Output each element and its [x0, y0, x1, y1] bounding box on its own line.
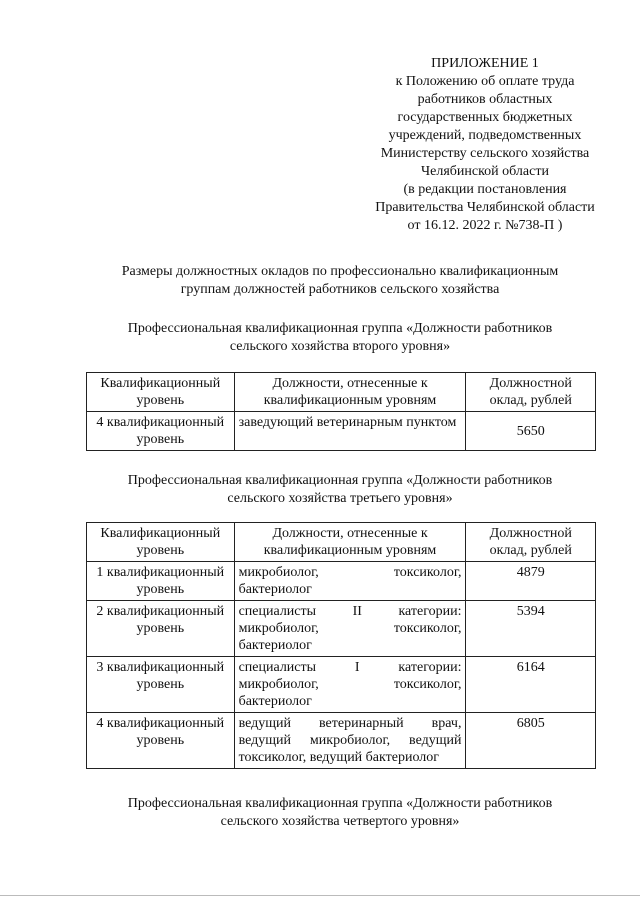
group2-title-line: Профессиональная квалификационная группа «Должности работников [127, 321, 553, 336]
main-title-line: Размеры должностных окладов по профессионально квалификационным [121, 264, 559, 279]
appendix-line: Челябинской области [421, 164, 549, 179]
appendix-title: ПРИЛОЖЕНИЕ 1 [431, 56, 539, 71]
group2-title-line: сельского хозяйства второго уровня» [229, 339, 451, 354]
table-row [87, 657, 596, 713]
group4-title-line: Профессиональная квалификационная группа «Должности работников [127, 796, 553, 811]
appendix-line: (в редакции постановления [403, 182, 567, 197]
group2-title [60, 320, 620, 356]
appendix-line: государственных бюджетных [397, 110, 573, 125]
positions-cell: специалисты II категории: микробиолог, токсиколог, бактериолог [234, 601, 466, 657]
group4-title-line: сельского хозяйства четвертого уровня» [220, 814, 460, 829]
level-cell: 2 квалификационный уровень [87, 601, 235, 657]
salary-cell: 5394 [466, 601, 596, 657]
table-header-row [87, 373, 596, 412]
group3-title-line: сельского хозяйства третьего уровня» [227, 491, 453, 506]
group4-title [60, 795, 620, 831]
table-row [87, 601, 596, 657]
level-cell: 4 квалификационный уровень [87, 713, 235, 769]
appendix-line: работников областных [417, 92, 553, 107]
resolution-number: 738-П [518, 218, 555, 233]
group3-title-line: Профессиональная квалификационная группа «Должности работников [127, 473, 553, 488]
salary-cell: 6805 [466, 713, 596, 769]
header-positions: Должности, отнесенные к квалификационным уровням [234, 373, 466, 412]
appendix-header [355, 55, 615, 235]
table-row [87, 562, 596, 601]
header-salary: Должностной оклад, рублей [466, 523, 596, 562]
header-level: Квалификационный уровень [87, 523, 235, 562]
main-title-line: группам должностей работников сельского хозяйства [180, 282, 500, 297]
date-value: 16.12. [423, 218, 459, 233]
date-prefix: от [407, 218, 421, 233]
date-year: 2022 г. № [462, 218, 519, 233]
header-salary: Должностной оклад, рублей [466, 373, 596, 412]
salary-cell: 4879 [466, 562, 596, 601]
salary-cell: 5650 [466, 412, 596, 451]
positions-cell: заведующий ветеринарным пунктом [234, 412, 466, 451]
table-row [87, 713, 596, 769]
group3-table [86, 522, 596, 769]
level-cell: 3 квалификационный уровень [87, 657, 235, 713]
appendix-line: учреждений, подведомственных [388, 128, 582, 143]
table-row [87, 412, 596, 451]
header-level: Квалификационный уровень [87, 373, 235, 412]
main-title [60, 263, 620, 299]
table-header-row [87, 523, 596, 562]
appendix-line: Правительства Челябинской области [375, 200, 595, 215]
positions-cell: ведущий ветеринарный врач, ведущий микробиолог, ведущий токсиколог, ведущий бактериолог [234, 713, 466, 769]
group3-title [60, 472, 620, 508]
appendix-line: к Положению об оплате труда [395, 74, 575, 89]
positions-cell: специалисты I категории: микробиолог, токсиколог, бактериолог [234, 657, 466, 713]
date-suffix: ) [557, 218, 563, 233]
positions-cell: микробиолог, токсиколог, бактериолог [234, 562, 466, 601]
salary-cell: 6164 [466, 657, 596, 713]
group2-table [86, 372, 596, 451]
resolution-date-line [355, 217, 615, 235]
level-cell: 1 квалификационный уровень [87, 562, 235, 601]
header-positions: Должности, отнесенные к квалификационным уровням [234, 523, 466, 562]
level-cell: 4 квалификационный уровень [87, 412, 235, 451]
appendix-line: Министерству сельского хозяйства [380, 146, 590, 161]
scan-edge-divider [0, 895, 640, 896]
